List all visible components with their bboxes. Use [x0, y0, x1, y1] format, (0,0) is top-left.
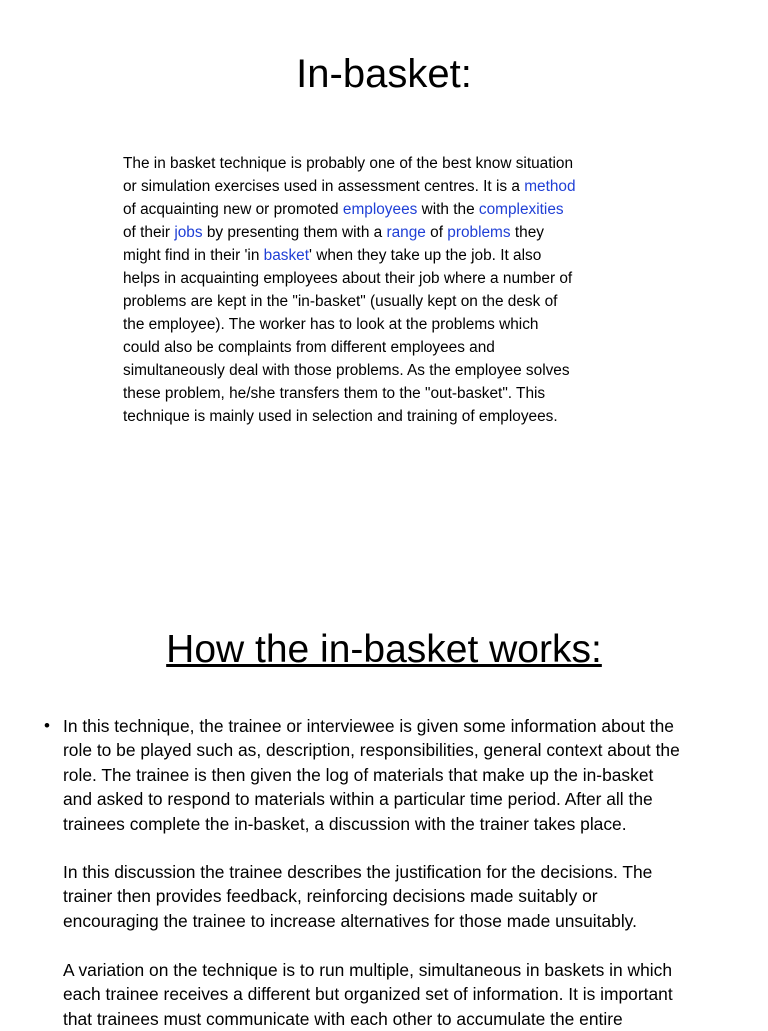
intro-line [123, 198, 653, 221]
intro-text: the employee). The worker has to look at the problems which [123, 316, 539, 333]
intro-text: of their [123, 224, 175, 241]
link-complexities[interactable]: complexities [478, 201, 564, 218]
link-jobs[interactable]: jobs [174, 224, 203, 241]
intro-text: or simulation exercises used in assessment centres. It is a [123, 178, 525, 195]
link-method[interactable]: method [524, 178, 576, 195]
intro-text: by presenting them with a [202, 224, 387, 241]
intro-line [123, 175, 653, 198]
bullet-line: each trainee receives a different but organized set of information. It is important [63, 984, 673, 1005]
slide-title-how-it-works: How the in-basket works: [166, 628, 602, 671]
intro-text: The in basket technique is probably one of the best know situation [123, 155, 574, 172]
link-basket[interactable]: basket [263, 247, 310, 264]
bullet-line: In this technique, the trainee or interviewee is given some information about the [63, 716, 674, 736]
intro-text: with the [417, 201, 479, 218]
intro-line [123, 221, 653, 244]
bullet-line: trainees complete the in-basket, a discussion with the trainer takes place. [63, 813, 627, 834]
link-problems[interactable]: problems [447, 224, 511, 241]
bullet-paragraph [63, 860, 743, 933]
bullet-line: that trainees must communicate with each other to accumulate the entire [63, 1008, 623, 1029]
intro-line [123, 382, 653, 405]
intro-text: these problem, he/she transfers them to the "out-basket". This [123, 385, 546, 402]
intro-text: ' when they take up the job. It also [309, 247, 542, 264]
intro-line [123, 244, 653, 267]
intro-text: technique is mainly used in selection and training of employees. [123, 408, 558, 425]
intro-line [123, 336, 653, 359]
bullet-paragraph [63, 958, 743, 1031]
intro-line [123, 313, 653, 336]
intro-text: simultaneously deal with those problems. As the employee solves [123, 362, 570, 379]
link-employees[interactable]: employees [342, 201, 418, 218]
link-range[interactable]: range [386, 224, 426, 241]
bullet-line: In this discussion the trainee describes the justification for the decisions. The [63, 862, 653, 882]
intro-text: they [510, 224, 544, 241]
intro-text: helps in acquainting employees about their job where a number of [123, 270, 573, 287]
intro-line [123, 290, 653, 313]
intro-line [123, 267, 653, 290]
bullet-paragraph [63, 714, 743, 836]
bullet-line: role to be played such as, description, responsibilities, general context about the [63, 740, 680, 761]
intro-line [123, 152, 653, 175]
intro-text: problems are kept in the "in-basket" (usually kept on the desk of [123, 293, 558, 310]
intro-line [123, 405, 653, 428]
bullet-line: and asked to respond to materials within a particular time period. After all the [63, 789, 653, 810]
intro-paragraph [123, 152, 653, 428]
bullet-line: encouraging the trainee to increase alternatives for those made unsuitably. [63, 910, 637, 931]
intro-text: of acquainting new or promoted [123, 201, 343, 218]
bullet-line: trainer then provides feedback, reinforcing decisions made suitably or [63, 886, 598, 907]
intro-text: of [425, 224, 448, 241]
bullet-line: A variation on the technique is to run multiple, simultaneous in baskets in which [63, 960, 673, 980]
bullet-icon: • [44, 716, 50, 735]
intro-line [123, 359, 653, 382]
bullet-line: role. The trainee is then given the log of materials that make up the in-basket [63, 764, 654, 785]
intro-text: could also be complaints from different employees and [123, 339, 495, 356]
intro-text: might find in their 'in [123, 247, 264, 264]
slide-title-in-basket: In-basket: [296, 52, 472, 96]
